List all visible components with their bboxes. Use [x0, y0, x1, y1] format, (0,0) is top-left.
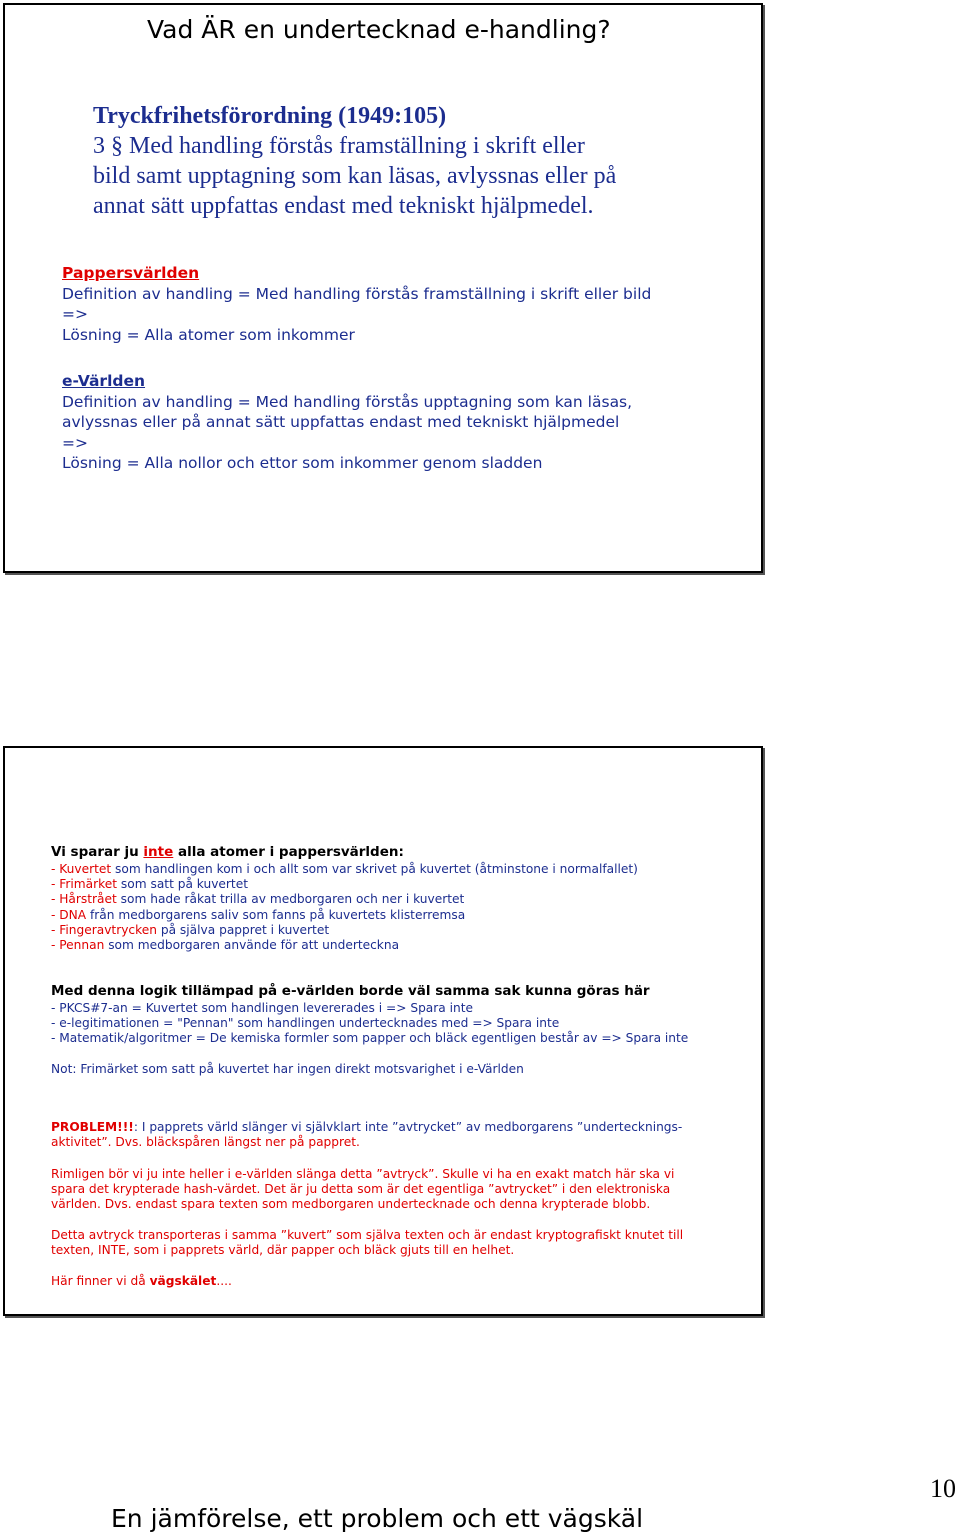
- e-world-section: [62, 371, 632, 474]
- list-item: - Pennan som medborgaren använde för att underteckna: [51, 938, 400, 953]
- paragraph-avtryck: Rimligen bör vi ju inte heller i e-världen slänga detta ”avtryck”. Skulle vi ha en exakt match här ska vi spara det krypterade hash-värdet. Det är ju detta som är det egentliga ”avtrycket” i den elektroniska världen. Dvs. endast spara texten som medborgaren undertecknade och denna krypterade blobb.: [51, 1167, 675, 1212]
- e-world-line: Definition av handling = Med handling förstås upptagning som kan läsas,: [62, 392, 633, 411]
- slide-2: [3, 746, 763, 1533]
- slide-title: Vad ÄR en undertecknad e-handling?: [147, 15, 611, 44]
- slide-title: En jämförelse, ett problem och ett vägskäl: [111, 1504, 644, 1533]
- e-world-line: =>: [62, 433, 88, 452]
- problem-text: : I papprets värld slänger vi självklart inte ”avtrycket” av medborgarens ”undertecknings-: [133, 1120, 683, 1134]
- problem-paragraph: [51, 1120, 682, 1150]
- list-item: - Matematik/algoritmer = De kemiska formler som papper och bläck egentligen består av => Spara inte: [51, 1031, 689, 1046]
- e-world-line: Lösning = Alla nollor och ettor som inkommer genom sladden: [62, 454, 543, 472]
- problem-text: aktivitet”. Dvs. bläckspåren längst ner på pappret.: [51, 1135, 360, 1150]
- law-heading: Tryckfrihetsförordning (1949:105): [93, 103, 447, 129]
- paper-world-heading: Pappersvärlden: [62, 264, 200, 282]
- atoms-heading-emphasis: inte: [143, 844, 174, 860]
- atoms-heading-pre: Vi sparar ju: [51, 844, 144, 860]
- list-item: - DNA från medborgarens saliv som fanns på kuvertets klisterremsa: [51, 907, 466, 922]
- paper-world-line: =>: [62, 305, 88, 323]
- list-item: - Hårstrået som hade råkat trilla av medborgaren och ner i kuvertet: [51, 892, 465, 907]
- slide-1: [3, 3, 763, 573]
- note: Not: Frimärket som satt på kuvertet har ingen direkt motsvarighet i e-Världen: [51, 1062, 524, 1076]
- law-line: 3 § Med handling förstås framställning i skrift eller: [93, 133, 585, 159]
- paper-world-line: Definition av handling = Med handling förstås framställning i skrift eller bild: [62, 284, 652, 303]
- e-world-heading: e-Världen: [62, 372, 146, 390]
- logic-heading: Med denna logik tillämpad på e-världen borde väl samma sak kunna göras här: [51, 983, 650, 999]
- problem-label: PROBLEM!!!: [51, 1120, 134, 1134]
- list-item: - Frimärket som satt på kuvertet: [51, 877, 248, 892]
- law-line: annat sätt uppfattas endast med tekniskt hjälpmedel.: [93, 193, 594, 219]
- atoms-list: [51, 862, 638, 953]
- list-item: - Kuvertet som handlingen kom i och allt som var skrivet på kuvertet (åtminstone i normalfallet): [51, 862, 638, 876]
- closing-line: Här finner vi då vägskälet....: [51, 1274, 232, 1288]
- paper-world-line: Lösning = Alla atomer som inkommer: [62, 325, 355, 344]
- paragraph-transport: Detta avtryck transporteras i samma ”kuvert” som själva texten och är endast kryptografiskt knutet till texten, INTE, som i papprets värld, där papper och bläck gjuts till en helhet.: [51, 1228, 684, 1258]
- law-quote: [93, 101, 733, 221]
- list-item: - PKCS#7-an = Kuvertet som handlingen levererades i => Spara inte: [51, 1001, 474, 1015]
- list-item: - Fingeravtrycken på själva pappret i kuvertet: [51, 922, 330, 937]
- logic-list: [51, 1001, 688, 1047]
- page-number: 10: [930, 1474, 956, 1503]
- atoms-heading: [51, 844, 404, 860]
- closing-emphasis: vägskälet: [149, 1274, 217, 1288]
- list-item: - e-legitimationen = "Pennan" som handlingen undertecknades med => Spara inte: [51, 1016, 560, 1031]
- e-world-line: avlyssnas eller på annat sätt uppfattas endast med tekniskt hjälpmedel: [62, 413, 620, 431]
- law-line: bild samt upptagning som kan läsas, avlyssnas eller på: [93, 163, 617, 189]
- paper-world-section: [62, 263, 651, 345]
- atoms-heading-post: alla atomer i pappersvärlden:: [173, 844, 404, 860]
